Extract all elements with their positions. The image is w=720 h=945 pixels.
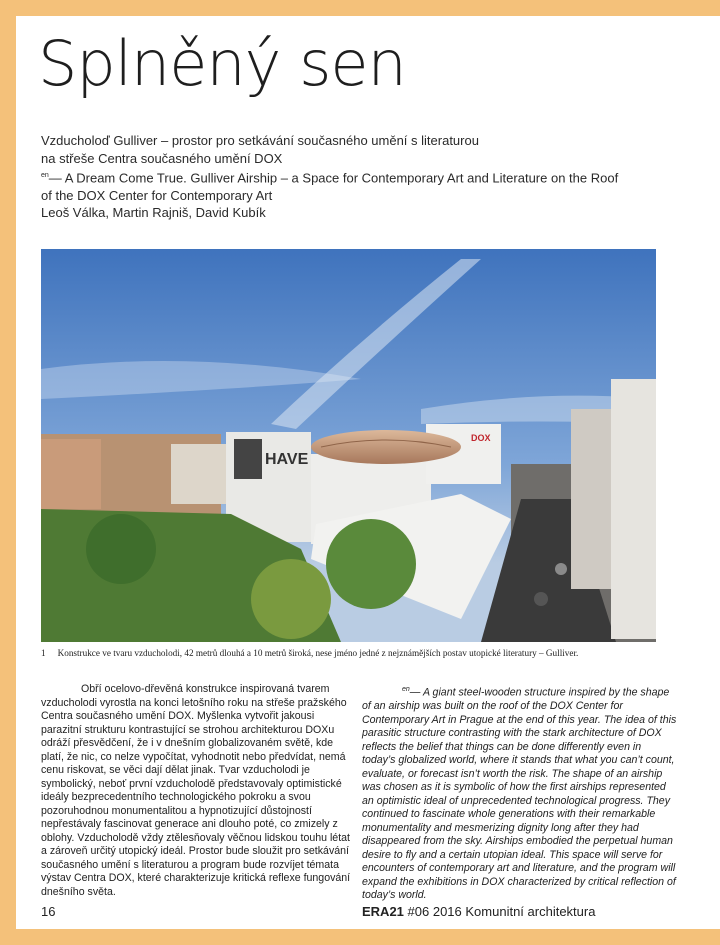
apartment-block-right	[571, 409, 611, 589]
page-number: 16	[41, 904, 56, 919]
article-authors: Leoš Válka, Martin Rajniš, David Kubík	[41, 205, 266, 221]
subtitle-en-line-1	[41, 167, 631, 187]
body-text-cz	[41, 683, 356, 899]
article-subtitle	[41, 132, 631, 222]
apartment-block	[41, 439, 101, 509]
paragraph-en	[362, 683, 677, 903]
subtitle-en-text: — A Dream Come True. Gulliver Airship – a Space for Contemporary Art and Literature on the Roof	[48, 170, 619, 186]
tree-canopy	[251, 559, 331, 639]
billboard-portrait	[234, 439, 262, 479]
car	[534, 592, 548, 606]
body-text-en	[362, 683, 677, 903]
gulliver-airship	[311, 430, 461, 464]
tree-canopy	[326, 519, 416, 609]
subtitle-cz-line-1: Vzducholoď Gulliver – prostor pro setkávání současného umění s literaturou	[41, 133, 479, 148]
airship-photo	[41, 249, 656, 642]
subtitle-en-line-2: of the DOX Center for Contemporary Art	[41, 187, 273, 203]
magazine-footer	[362, 904, 595, 919]
car	[555, 563, 567, 575]
dox-sign: DOX	[471, 433, 491, 443]
en-marker: en	[402, 686, 410, 693]
subtitle-cz-line-2: na střeše Centra současného umění DOX	[41, 150, 283, 166]
caption-number: 1	[41, 648, 46, 658]
tree-canopy	[86, 514, 156, 584]
magazine-issue: #06 2016 Komunitní architektura	[407, 904, 596, 919]
apartment-block-right	[611, 379, 656, 639]
apartment-block	[171, 444, 231, 504]
magazine-name: ERA21	[362, 904, 404, 919]
page	[16, 16, 720, 929]
article-title: Splněný sen	[38, 27, 406, 100]
billboard-text: HAVE	[265, 451, 309, 468]
en-marker: en	[41, 172, 49, 179]
paragraph-en-text: — A giant steel-wooden structure inspired by the shape of an airship was built on the roof of the DOX Center for Contemporary Art in Prague at the end of this year. The idea of this parasitic structure contrasting with the stark architecture of DOX reflects the belief that things can be done differently even in today’s globalized world, where it stands that what you can’t count, evaluate, or forecast isn’t worth the risk. The shape of an airship was chosen as it is symbolic of how the first airships represented an optimistic ideal of unprecedented technological progress. They continued to fascinate whole generations with their remarkable monumentality and mesmerizing dignity long after they had disappeared from the sky. Airships embodied the perpetual human desire to fly and a certain utopian ideal. This space will serve for encounters of contemporary art and literature, and the program will expand the exhibitions in DOX characterized by critical reflection of today’s world.	[362, 686, 677, 902]
figure-caption	[41, 648, 661, 658]
paragraph-cz: Obří ocelovo-dřevěná konstrukce inspirovaná tvarem vzducholodi vyrostla na konci letošního roku na střeše pražského Centra současného umění DOX. Myšlenka vytvořit jakousi parazitní strukturu kontrastující se strohou architekturou DOXu odráží přesvědčení, že i v dnešním globalizovaném světě, kde platí, že nic, co nelze vypočítat, vyhodnotit nebo předvídat, nemá cenu riskovat, se věci dají dělat jinak. Tvar vzducholodi je symbolický, neboť první vzducholodě představovaly optimistické ideály bezprecedentního technologického pokroku a svou pozoruhodnou monumentalitou a hypnotizující důstojností nepřestávaly fascinovat generace ani dlouho poté, co zmizely z oblohy. Vzducholodě vždy ztělesňovaly věčnou lidskou touhu létat a zároveň určitý utopický ideál. Prostor bude sloužit pro setkávání současného umění s literaturou a program bude rozvíjet témata výstav Centra DOX, které charakterizuje kritická reflexe fungování dnešního světa.	[41, 683, 351, 898]
caption-text: Konstrukce ve tvaru vzducholodi, 42 metrů dlouhá a 10 metrů široká, nese jméno jedné z nejznámějších postav utopické literatury – Gulliver.	[57, 648, 579, 658]
